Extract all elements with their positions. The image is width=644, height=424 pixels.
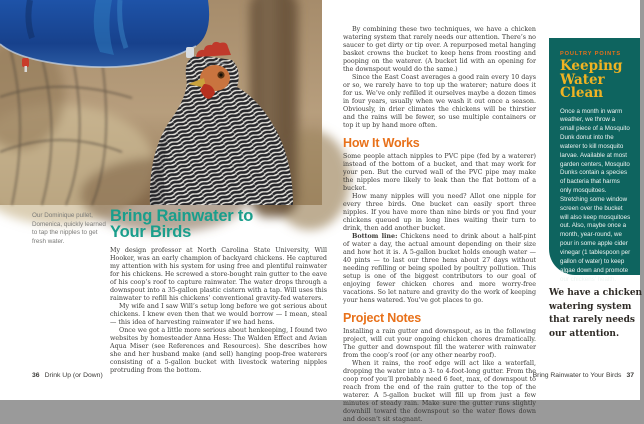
- sidebar-kicker: POULTRY POINTS: [560, 51, 621, 57]
- sidebar-body: Once a month in warm weather, we throw a small piece of a Mosquito Dunk donut into the waterer to kill mosquito larvae. Available at most garden centers, Mosquito Dunks contain a species of bacteria that harms only mosquitoes. Stretching some window screen over the bucket will also keep mosquitoes out. Also, maybe once a month, year-round, we pour in some apple cider vinegar (1 tablespoon per gallon of water) to keep algae down and promote our chickens’ health.: [560, 107, 631, 283]
- paragraph: My wife and I saw Will’s setup long before we got serious about chickens. I knew even then that we would borrow — I mean, steal — this idea of harvesting rainwater if we had hens.: [110, 303, 327, 326]
- paragraph: By combining these two techniques, we have a chicken watering system that rarely needs our attention. There’s no saucer to get dirty or tip over. A repurposed metal hanging basket crowns the bucket to keep hens from roosting and pooping on the waterer. (A bucket lid with an opening for the downspout would do the same.): [343, 26, 536, 73]
- pull-quote: We have a chicken watering system that rarely needs our attention.: [549, 288, 643, 339]
- sidebar-title: Keeping Water Clean: [560, 58, 623, 101]
- paragraph-text: Chickens need to drink about a half-pint of water a day, the actual amount depending on their size and how hot it is. A 5-gallon bucket holds enough water — 40 pints — to last our three hens about 27 days without needing refilling or being spoiled by poultry pollution. This setup is one of the biggest contributors to our goal of enjoying fewer chicken chores and more worry-free vacations. So let nature and gravity do the work of keeping your hens watered. You’ve got places to go.: [343, 233, 536, 304]
- chicken-photo-illustration: [0, 0, 322, 205]
- left-running-head: Drink Up (or Down): [44, 372, 103, 379]
- right-page-footer: [394, 372, 634, 379]
- right-running-head: Bring Rainwater to Your Birds: [532, 372, 622, 379]
- section-heading-how-it-works: How It Works: [343, 136, 420, 150]
- right-page-number: 37: [626, 372, 634, 379]
- section-heading-project-notes: Project Notes: [343, 311, 421, 325]
- photo-caption: Our Dominique pullet, Domenica, quickly learned to tap the nipples to get fresh water.: [32, 212, 106, 245]
- right-text-column: [343, 26, 536, 424]
- paragraph: Since the East Coast averages a good rain every 10 days or so, we rarely have to top up the waterer; nature does it for us. We’ve only refilled it ourselves maybe a dozen times in four years, usually when we wash it out once a season. Obviously, in drier climates the chickens will be thirstier and the rains will be fewer, so use multiple containers or top it up by hand more often.: [343, 74, 536, 129]
- paragraph: Once we got a little more serious about henkeeping, I found two websites by homesteader Anna Hess: The Walden Effect and Avian Aqua Miser (see References and Resources). She describes how she and her husband make (and sell) hanging poop-free waterers consisting of a 5-gallon bucket with livestock watering nipples protruding from the bottom.: [110, 327, 327, 374]
- poultry-points-sidebar: [549, 38, 640, 283]
- chicken-photo: [0, 0, 322, 205]
- chapter-heading: Bring Rainwater to Your Birds: [110, 207, 254, 241]
- paragraph: How many nipples will you need? Allot one nipple for every three birds. One bucket can easily sport three nipples. If you have more than nine birds or you find your chickens queued up in long lines waiting their turn to drink, then add another bucket.: [343, 193, 536, 232]
- paragraph: When it rains, the roof edge will act like a waterfall, dropping the water into a 3- to 4-foot-long gutter. From the coop roof you’ll probably need 6 feet, max, of downspout to reach from the end of the rain gutter to the top of the waterer. A 5-gallon bucket will fill up from just a few minutes of steady rain. Make sure the gutter runs slightly downhill toward the downspout so the water flows down and doesn’t sit stagnant.: [343, 360, 536, 423]
- left-page-number: 36: [32, 372, 40, 379]
- paragraph: Some people attach nipples to PVC pipe (fed by a waterer) instead of the bottom of a bucket, and that may work for your pen. But the curved wall of the PVC pipe may make the nipples more likely to leak than the flat bottom of a bucket.: [343, 153, 536, 192]
- paragraph: Installing a rain gutter and downspout, as in the following project, will cut your ongoing chicken chores dramatically. The gutter and downspout fill the waterer with rainwater from the coop’s roof (or any other nearby roof).: [343, 328, 536, 359]
- left-text-column: [110, 208, 327, 375]
- bold-lead: Bottom line:: [352, 233, 398, 240]
- paragraph: [343, 233, 536, 305]
- paragraph: My design professor at North Carolina State University, Will Hooker, was an early champion of backyard chickens. He captured my attention with his system for using free and plentiful rainwater for his chickens. He screwed a store-bought rain gutter to the eave of his coop’s roof to capture rainwater. The water drops through a downspout into a 35-gallon plastic cistern with a tap. Will uses this rainwater to refill his chickens’ conventional gravity-fed waterers.: [110, 247, 327, 302]
- left-page-footer: [32, 372, 103, 379]
